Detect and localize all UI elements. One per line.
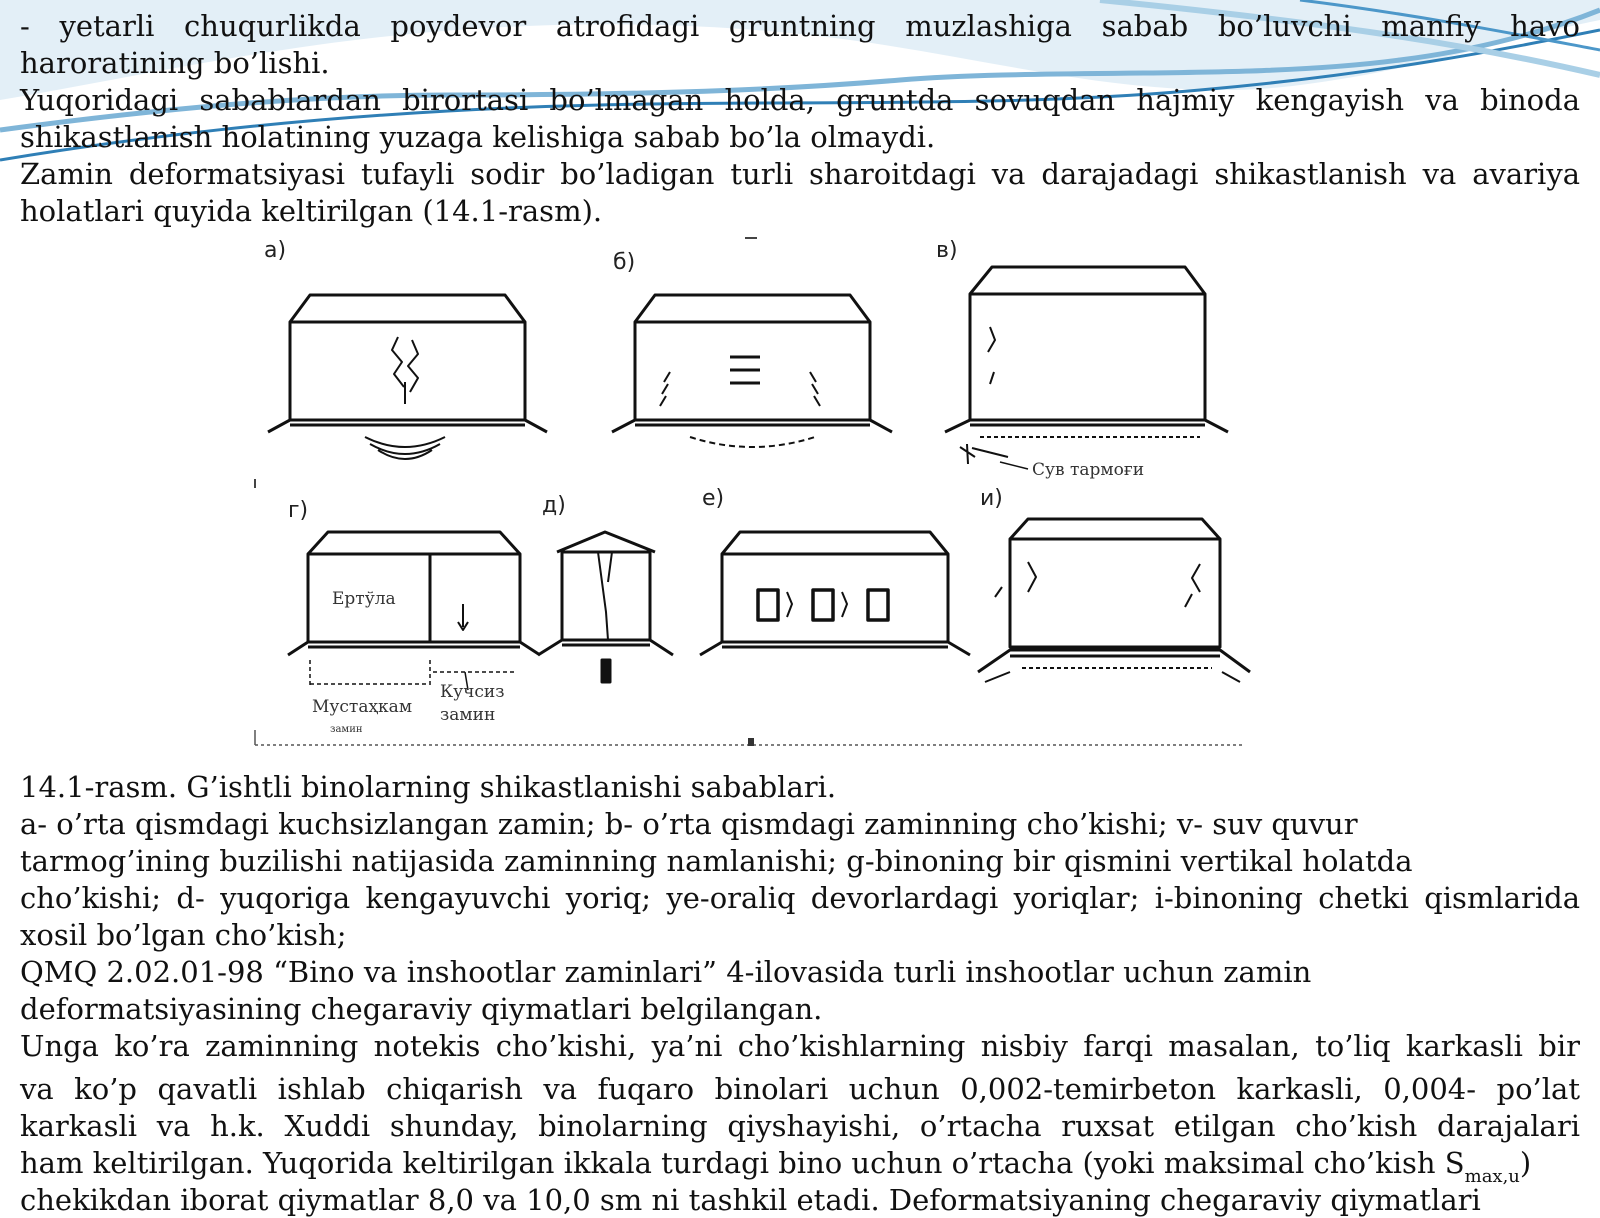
paragraph-line: karkasli va h.k. Xuddi shunday, binolarning qiyshayishi, o’rtacha ruxsat etilgan cho’kish darajalari (20, 1109, 1580, 1143)
building-i (978, 519, 1250, 682)
subscript: max,u (1464, 1166, 1520, 1187)
weak-ground-sub: замин (440, 705, 496, 725)
stable-ground-label: Мустаҳкам (312, 697, 413, 717)
building-b (612, 295, 892, 447)
paragraph-line: QMQ 2.02.01-98 “Bino va inshootlar zaminlari” 4-ilovasida turli inshootlar uchun zamin (20, 955, 1312, 989)
paragraph-line: Unga ko’ra zaminning notekis cho’kishi, ya’ni cho’kishlarning nisbiy farqi masalan, to’liq karkasli bir (20, 1029, 1580, 1063)
building-ye (700, 532, 970, 655)
panel-label-ye: е) (702, 486, 725, 511)
caption-line: cho’kishi; d- yuqoriga kengayuvchi yoriq; ye-oraliq devorlardagi yoriqlar; i-binoning chetki qismlarida (20, 881, 1580, 915)
stable-ground-sub: замин (330, 724, 363, 735)
paragraph-line: - yetarli chuqurlikda poydevor atrofidagi gruntning muzlashiga sabab bo’luvchi manfiy havo (20, 9, 1580, 43)
paragraph-line: Zamin deformatsiyasi tufayli sodir bo’ladigan turli sharoitdagi va darajadagi shikastlanish va avariya (20, 157, 1580, 191)
line-close: ) (1519, 1146, 1532, 1180)
caption-line: tarmog’ining buzilishi natijasida zaminning namlanishi; g-binoning bir qismini vertikal holatda (20, 844, 1413, 878)
block-label: Ертўла (332, 589, 396, 609)
panel-label-g: г) (288, 498, 309, 523)
paragraph-line-with-subscript (20, 1145, 1580, 1187)
cut-off-line: chekikdan iborat qiymatlar 8,0 va 10,0 sm ni tashkil etadi. Deformatsiyaning chegaraviy qiymatlari (20, 1183, 1481, 1217)
paragraph-line: holatlari quyida keltirilgan (14.1-rasm). (20, 194, 603, 228)
paragraph-line: va ko’p qavatli ishlab chiqarish va fuqaro binolari uchun 0,002-temirbeton karkasli, 0,004- po’lat (20, 1072, 1580, 1106)
caption-line: xosil bo’lgan cho’kish; (20, 918, 347, 952)
panel-label-i: и) (980, 486, 1003, 511)
building-g (288, 532, 540, 690)
line-text: ham keltirilgan. Yuqorida keltirilgan ikkala turdagi bino uchun o’rtacha (yoki maksimal cho’kish S (20, 1146, 1465, 1180)
figure-caption: 14.1-rasm. G’ishtli binolarning shikastlanishi sabablari. (20, 770, 837, 804)
paragraph-line: haroratining bo’lishi. (20, 46, 330, 80)
building-damage-figure (250, 232, 1270, 762)
building-d (538, 532, 673, 682)
panel-label-a: а) (264, 238, 287, 263)
caption-line: a- o’rta qismdagi kuchsizlangan zamin; b- o’rta qismdagi zaminning cho’kishi; v- suv quvur (20, 807, 1358, 841)
panel-label-d: д) (542, 493, 566, 518)
water-network-label: Сув тармоғи (1032, 460, 1145, 480)
paragraph-line: shikastlanish holatining yuzaga kelishiga sabab bo’la olmaydi. (20, 120, 936, 154)
panel-label-v: в) (936, 238, 958, 263)
building-v (945, 267, 1228, 464)
paragraph-line: Yuqoridagi sabablardan birortasi bo’lmagan holda, gruntda sovuqdan hajmiy kengayish va binoda (20, 83, 1580, 117)
building-a (268, 295, 547, 459)
panel-label-b: б) (613, 250, 636, 275)
paragraph-line: deformatsiyasining chegaraviy qiymatlari belgilangan. (20, 992, 823, 1026)
weak-ground-label: Кучсиз (440, 682, 505, 702)
